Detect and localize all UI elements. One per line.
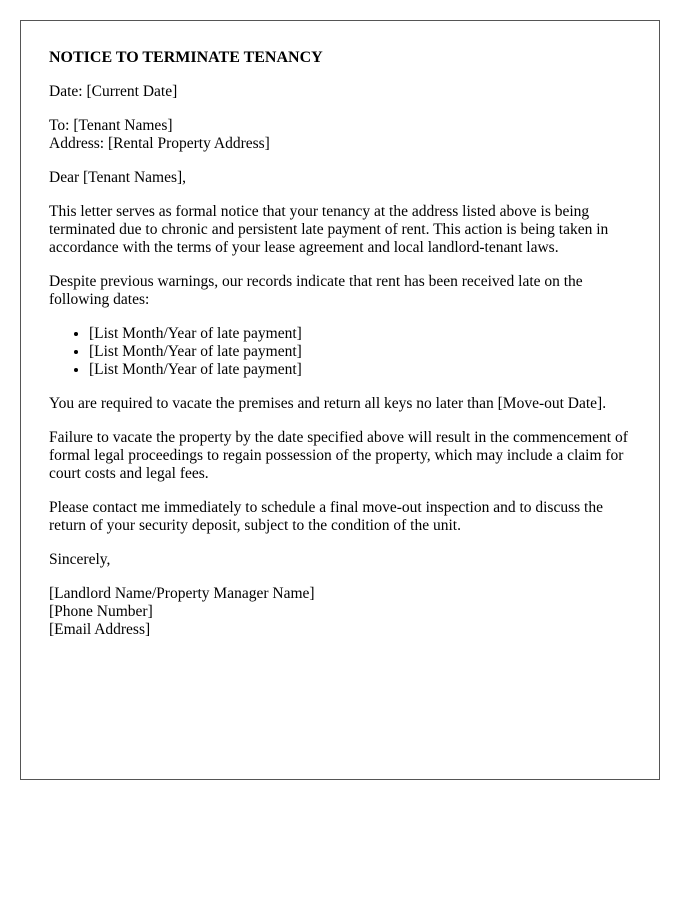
- late-payment-list: [49, 325, 631, 379]
- notice-paragraph: This letter serves as formal notice that your tenancy at the address listed above is being terminated due to chronic and persistent late payment of rent. This action is being taken in accordance with the terms of your lease agreement and local landlord-tenant laws.: [49, 203, 609, 256]
- signature-phone: [Phone Number]: [49, 603, 153, 620]
- closing: Sincerely,: [49, 551, 111, 568]
- signature-name: [Landlord Name/Property Manager Name]: [49, 585, 315, 602]
- date-line: Date: [Current Date]: [49, 83, 178, 100]
- records-paragraph: Despite previous warnings, our records indicate that rent has been received late on the following dates:: [49, 273, 583, 308]
- letter-page: [20, 20, 660, 780]
- signature-block: [49, 585, 631, 639]
- letter-title: NOTICE TO TERMINATE TENANCY: [49, 49, 323, 66]
- signature-email: [Email Address]: [49, 621, 151, 638]
- salutation: Dear [Tenant Names],: [49, 169, 187, 186]
- address-line: Address: [Rental Property Address]: [49, 135, 270, 152]
- contact-paragraph: Please contact me immediately to schedule a final move-out inspection and to discuss the return of your security deposit, subject to the condition of the unit.: [49, 499, 603, 534]
- list-item: • [List Month/Year of late payment]: [89, 325, 631, 343]
- vacate-paragraph: You are required to vacate the premises and return all keys no later than [Move-out Date].: [49, 395, 607, 412]
- list-item: • [List Month/Year of late payment]: [89, 343, 631, 361]
- recipient-block: [49, 117, 631, 153]
- list-item: • [List Month/Year of late payment]: [89, 361, 631, 379]
- failure-paragraph: Failure to vacate the property by the date specified above will result in the commencement of formal legal proceedings to regain possession of the property, which may include a claim for court costs and legal fees.: [49, 429, 628, 482]
- to-line: To: [Tenant Names]: [49, 117, 173, 134]
